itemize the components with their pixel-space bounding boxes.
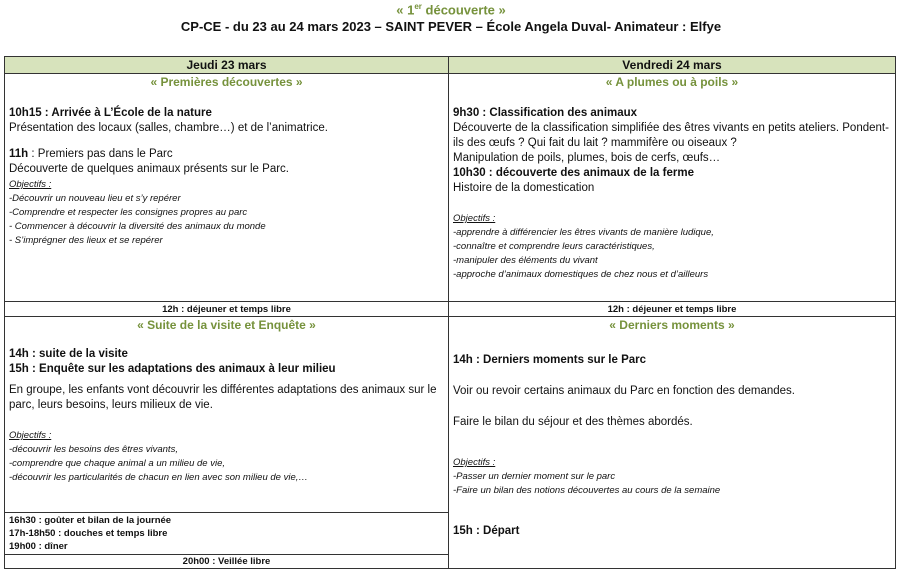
thursday-afternoon-activity-2: 15h : Enquête sur les adaptations des animaux à leur milieu: [9, 363, 336, 375]
schedule-table: [4, 56, 896, 569]
friday-activity-1-title: 9h30 : Classification des animaux: [453, 107, 638, 119]
friday-afternoon-text-1: Voir ou revoir certains animaux du Parc en fonction des demandes.: [453, 385, 795, 397]
thursday-objective: -Comprendre et respecter les consignes propres au parc: [9, 207, 248, 218]
thursday-activity-2-label: : Premiers pas dans le Parc: [28, 148, 173, 160]
day-header-friday: Vendredi 24 mars: [449, 57, 895, 73]
title-open: « 1: [396, 2, 415, 18]
friday-afternoon-title: « Derniers moments »: [609, 318, 735, 332]
friday-afternoon-objective: -Passer un dernier moment sur le parc: [453, 471, 616, 482]
friday-departure: 15h : Départ: [453, 525, 520, 537]
title-superscript: er: [414, 2, 422, 11]
lunch-divider-bottom: [5, 316, 895, 317]
thursday-morning-block: [9, 106, 445, 248]
thursday-activity-1-text: Présentation des locaux (salles, chambre…) et de l’animatrice.: [9, 122, 328, 134]
friday-lunch: 12h : déjeuner et temps libre: [607, 304, 737, 315]
thursday-afternoon-text: En groupe, les enfants vont découvrir les différentes adaptations des animaux sur le parc, leurs besoins, leurs milieux de vie.: [9, 384, 437, 411]
friday-activity-2-text: Histoire de la domestication: [453, 182, 595, 194]
document-subtitle: CP-CE - du 23 au 24 mars 2023 – SAINT PEVER – École Angela Duval- Animateur : Elfye: [180, 19, 722, 34]
friday-objective: -approche d’animaux domestiques de chez nous et d’ailleurs: [453, 269, 709, 280]
thursday-morning-title: « Premières découvertes »: [150, 75, 303, 89]
thursday-afternoon-objectives-title: Objectifs :: [9, 430, 52, 441]
thursday-lunch: 12h : déjeuner et temps libre: [162, 304, 291, 315]
friday-afternoon-activity-1: 14h : Derniers moments sur le Parc: [453, 354, 647, 366]
day-header-thursday: Jeudi 23 mars: [5, 57, 448, 73]
friday-morning-block: [453, 106, 893, 282]
thursday-afternoon-objective: -découvrir les besoins des êtres vivants,: [9, 444, 178, 455]
thursday-afternoon-activity-1: 14h : suite de la visite: [9, 348, 128, 360]
document-title: [0, 2, 902, 17]
thursday-afternoon-objective: -comprendre que chaque animal a un milieu de vie,: [9, 458, 225, 469]
thursday-objectives-title: Objectifs :: [9, 179, 52, 190]
thursday-evening-block: [9, 514, 445, 553]
friday-afternoon-objectives-title: Objectifs :: [453, 457, 496, 468]
thursday-activity-2-text: Découverte de quelques animaux présents sur le Parc.: [9, 163, 289, 175]
thursday-veillee: 20h00 : Veillée libre: [182, 556, 271, 567]
thursday-afternoon-title: « Suite de la visite et Enquête »: [137, 318, 316, 332]
thursday-objective: - Commencer à découvrir la diversité des animaux du monde: [9, 221, 266, 232]
thursday-activity-2-time: 11h: [9, 148, 29, 160]
friday-objective: -apprendre à différencier les êtres vivants de manière ludique,: [453, 227, 714, 238]
evening-divider: [5, 512, 448, 513]
thursday-afternoon-block: [9, 347, 445, 485]
lunch-divider-top: [5, 301, 895, 302]
thursday-afternoon-objective: -découvrir les particularités de chacun en lien avec son milieu de vie,…: [9, 472, 308, 483]
thursday-activity-2-title: [9, 147, 445, 162]
thursday-evening-item: 19h00 : dîner: [9, 541, 68, 552]
header-divider: [5, 73, 895, 74]
friday-objectives-title: Objectifs :: [453, 213, 496, 224]
thursday-activity-1-title: 10h15 : Arrivée à L’École de la nature: [9, 107, 212, 119]
friday-objective: -connaître et comprendre leurs caractéristiques,: [453, 241, 655, 252]
friday-afternoon-block: [453, 353, 893, 539]
thursday-evening-item: 16h30 : goûter et bilan de la journée: [9, 515, 172, 526]
friday-activity-1-text-2: Manipulation de poils, plumes, bois de cerfs, œufs…: [453, 152, 721, 164]
thursday-evening-item: 17h-18h50 : douches et temps libre: [9, 528, 168, 539]
friday-afternoon-objective: -Faire un bilan des notions découvertes au cours de la semaine: [453, 485, 721, 496]
friday-objective: -manipuler des éléments du vivant: [453, 255, 598, 266]
title-close: découverte »: [421, 2, 506, 18]
thursday-objective: -Découvrir un nouveau lieu et s’y repérer: [9, 193, 181, 204]
friday-activity-2-title: 10h30 : découverte des animaux de la ferme: [453, 167, 694, 179]
friday-morning-title: « A plumes ou à poils »: [605, 75, 739, 89]
friday-afternoon-text-2: Faire le bilan du séjour et des thèmes abordés.: [453, 416, 693, 428]
friday-activity-1-text: Découverte de la classification simplifiée des êtres vivants en petits ateliers. Pondent-ils des œufs ? Qui fait du lait ? mammifère ou oiseaux ?: [453, 122, 889, 149]
thursday-objective: - S’imprégner des lieux et se repérer: [9, 235, 163, 246]
